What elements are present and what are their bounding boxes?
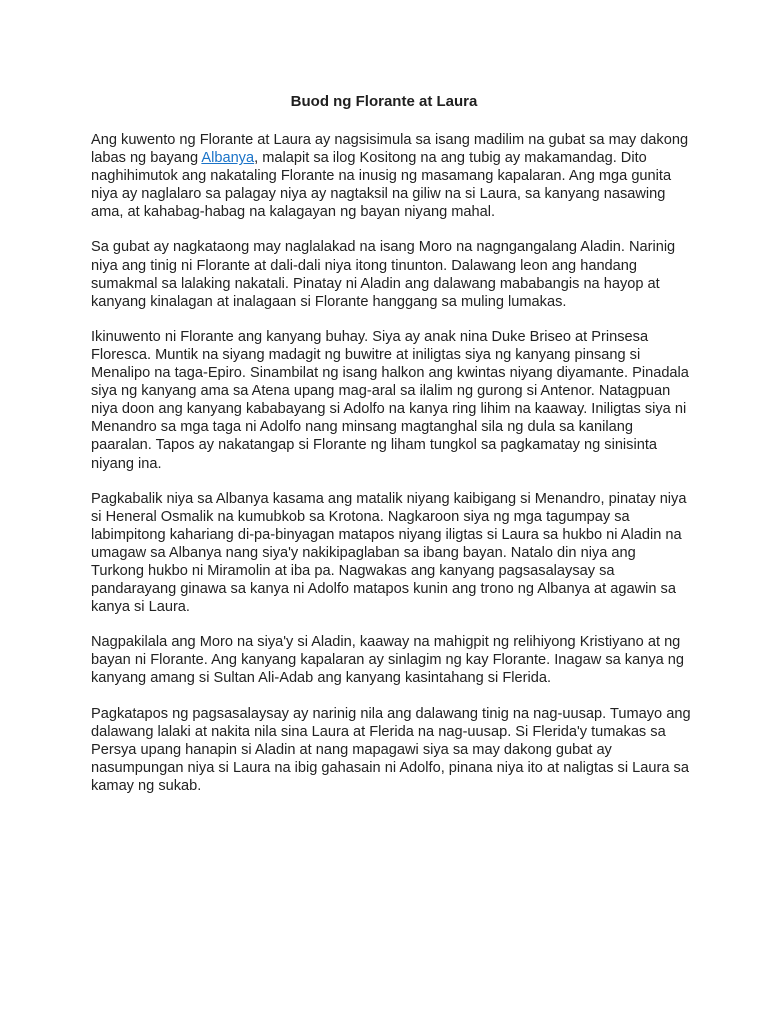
paragraph-1-text-start: Ang kuwento ng Florante at Laura ay nagsisimula sa isang madilim na gubat sa may dakong labas ng bayang [91, 132, 689, 167]
paragraph-5: Nagpakilala ang Moro na siya'y si Aladin, kaaway na mahigpit ng relihiyong Kristiyano at ng bayan ni Florante. Ang kanyang kapalaran ay sinlagim ng kay Florante. Inagaw sa kanya ng kanyang amang si Sultan Ali-Adab ang kanyang kasintahang si Flerida. [91, 634, 685, 687]
paragraph-1-text-end: , malapit sa ilog Kositong na ang tubig ay makamandag. Dito naghihimutok ang nakataling Florante na inusig ng masamang kapalaran. Ang mga gunita niya ay naglalaro sa palagay niya ay nagtaksil na giliw na si Laura, sa kanyang nasawing ama, at kahabag-habag na kalagayan ng bayan niyang mahal. [91, 150, 672, 221]
paragraph-4: Pagkabalik niya sa Albanya kasama ang matalik niyang kaibigang si Menandro, pinatay niya si Heneral Osmalik na kumubkob sa Krotona. Nagkaroon siya ng mga tagumpay sa labimpitong kahariang di-pa-binyagan matapos niyang iligtas si Laura sa hukbo ni Aladin na umagaw sa Albanya nang siya'y nakikipaglaban sa ibang bayan. Natalo din niya ang Turkong hukbo ni Miramolin at iba pa. Nagwakas ang kanyang pagsasalaysay sa pandarayang ginawa sa kanya ni Adolfo matapos kunin ang trono ng Albanya at agawin sa kanya si Laura. [91, 490, 687, 616]
paragraph-2: Sa gubat ay nagkataong may naglalakad na isang Moro na nagngangalang Aladin. Narinig niya ang tinig ni Florante at dali-dali niya itong tinunton. Dalawang leon ang handang sumakmal sa lalaking nakatali. Pinatay ni Aladin ang dalawang mababangis na hayop at kanyang kinalagan at inalagaan si Florante hanggang sa muling lumakas. [91, 239, 676, 310]
document-title: Buod ng Florante at Laura [290, 93, 478, 110]
albanya-link[interactable]: Albanya [201, 150, 255, 167]
document-body [91, 131, 691, 812]
paragraph-1 [91, 131, 691, 221]
paragraph-6: Pagkatapos ng pagsasalaysay ay narinig nila ang dalawang tinig na nag-uusap. Tumayo ang dalawang lalaki at nakita nila sina Laura at Flerida na nag-uusap. Si Flerida'y tumakas sa Persya upang hanapin si Aladin at nang mapagawi siya sa may dakong gubat ay nasumpungan niya si Laura na ibig gahasain ni Adolfo, pinana niya ito at naligtas si Laura sa kamay ng sukab. [91, 705, 691, 794]
paragraph-3: Ikinuwento ni Florante ang kanyang buhay. Siya ay anak nina Duke Briseo at Prinsesa Floresca. Muntik na siyang madagit ng buwitre at iniligtas siya ng kanyang pinsang si Menalipo na taga-Epiro. Sinambilat ng isang halkon ang kwintas niyang diyamante. Pinadala siya ng kanyang ama sa Atena upang mag-aral sa ilalim ng gurong si Antenor. Natagpuan niya doon ang kanyang kababayang si Adolfo na kanya ring lihim na kaaway. Iniligtas siya ni Menandro sa mga taga ni Adolfo nang minsang magtanghal sila ng dula sa kanilang paaralan. Tapos ay nakatangap si Florante ng liham tungkol sa pagkamatay ng sinisinta niyang ina. [91, 328, 689, 472]
